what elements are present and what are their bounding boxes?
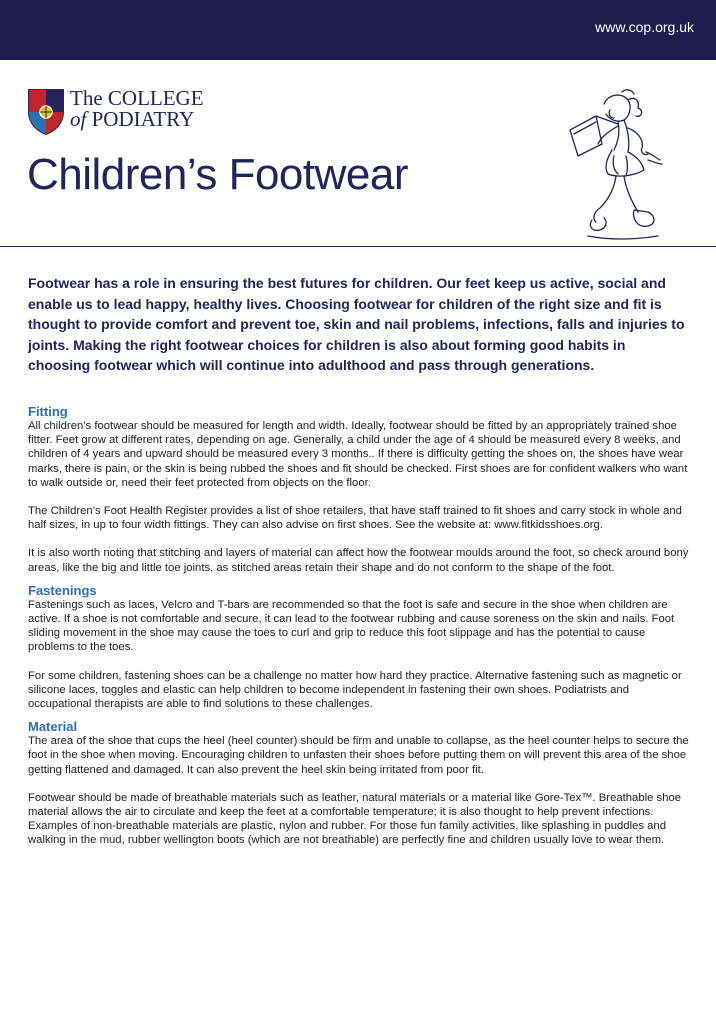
- logo-line-2-org: PODIATRY: [91, 107, 195, 131]
- section-material: [28, 719, 692, 847]
- top-banner: [0, 0, 716, 60]
- section-heading: Fastenings: [28, 582, 97, 598]
- section-paragraph: Footwear should be made of breathable materials such as leather, natural materials or a material like Gore-Tex™. Breathable shoe material allows the air to circulate and keep the feet at a comfortable temperature; it is also thought to help prevent infections. Examples of non-breathable materials are plastic, nylon and rubber. For those fun family activities, like splashing in puddles and walking in the mud, rubber wellington boots (which are not breathable) are perfectly fine and children usually love to wear them.: [28, 791, 682, 847]
- section-paragraph: It is also worth noting that stitching and layers of material can affect how the footwear moulds around the foot, so check around bony areas, like the big and little toe joints, as stitched areas retain their shape and do not conform to the shape of the foot.: [28, 547, 689, 574]
- intro-paragraph: Footwear has a role in ensuring the best futures for children. Our feet keep us active, social and enable us to lead happy, healthy lives. Choosing footwear for children of the right size and fit is thought to provide comfort and prevent toe, skin and nail problems, infections, falls and injuries to joints. Making the right footwear choices for children is also about forming good habits in choosing footwear which will continue into adulthood and pass through generations.: [28, 275, 685, 373]
- college-crest-icon: [27, 88, 65, 136]
- college-logo: [27, 88, 204, 136]
- page-title: Children’s Footwear: [27, 150, 408, 199]
- section-heading: Material: [28, 719, 78, 735]
- header-divider: [0, 246, 716, 247]
- section-paragraph: Fastenings such as laces, Velcro and T-bars are recommended so that the foot is safe and secure in the shoe when children are active. If a shoe is not comfortable and secure, it can lead to the footwear rubbing and cause soreness on the skin and nails. Foot sliding movement in the shoe may cause the toes to curl and grip to reduce this foot slippage and has the potential to cause problems to the toes.: [28, 598, 675, 654]
- logo-line-1: The COLLEGE: [70, 86, 204, 110]
- section-paragraph: The Children’s Foot Health Register provides a list of shoe retailers, that have staff trained to fit shoes and carry stock in whole and half sizes, in up to four width fittings. They can also advise on first shoes. See the website at: www.fitkidsshoes.org.: [28, 505, 682, 532]
- section-paragraph: The area of the shoe that cups the heel (heel counter) should be firm and unable to collapse, as the heel counter helps to secure the foot in the shoe when moving. Encouraging children to unfasten their shoes before putting them on will prevent this area of the shoe getting flattened and damaged. It can also prevent the heel skin being irritated from poor fit.: [28, 735, 689, 776]
- running-child-illustration: [548, 86, 678, 246]
- main-content: [28, 404, 692, 856]
- section-fastenings: [28, 583, 692, 711]
- section-heading: Fitting: [28, 404, 68, 419]
- section-fitting: [28, 404, 692, 575]
- section-paragraph: For some children, fastening shoes can be a challenge no matter how hard they practice. Alternative fastening such as magnetic or silicone laces, toggles and elastic can help children to become independent in fastening their own shoes. Podiatrists and occupational therapists are able to find solutions to these challenges.: [28, 669, 682, 711]
- website-url[interactable]: www.cop.org.uk: [595, 19, 694, 35]
- section-paragraph: All children’s footwear should be measured for length and width. Ideally, footwear should be fitted by an appropriately trained shoe fitter. Feet grow at different rates, depending on age. Generally, a child under the age of 4 should be measured every 8 weeks, and children of 4 years and upward should be measured every 3 months.. If there is difficulty getting the shoes on, the shoes have wear marks, there is pain, or the skin is being rubbed the shoes and fit should be checked. First shoes are for confident walkers who want to walk outside or, need their feet protected from objects on the floor.: [28, 420, 688, 489]
- logo-line-2-prefix: of: [70, 107, 87, 131]
